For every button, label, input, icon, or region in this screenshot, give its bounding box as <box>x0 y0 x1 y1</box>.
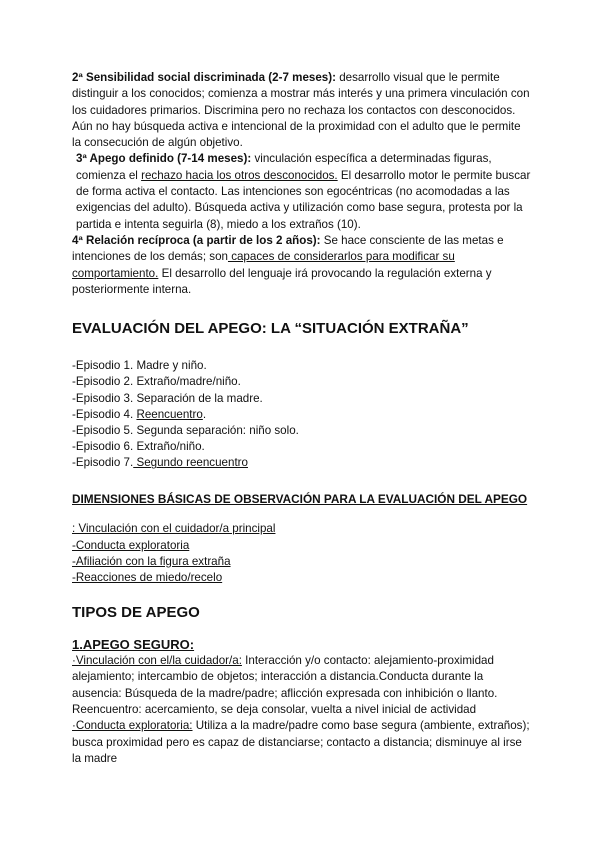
episode-item <box>72 407 532 423</box>
stage-3-underlined: rechazo hacia los otros desconocidos. <box>141 168 338 182</box>
stage-2-heading: 2ª Sensibilidad social discriminada (2-7 meses): <box>72 71 336 84</box>
dimension-item: -Afiliación con la figura extraña <box>72 554 231 568</box>
dimensions-list <box>72 521 532 586</box>
episode-list <box>72 358 532 471</box>
secure-attachment-heading: 1.APEGO SEGURO: <box>72 637 195 653</box>
episode-7-underlined: Segundo reencuentro <box>133 456 248 470</box>
episode-item: -Episodio 5. Segunda separación: niño solo. <box>72 423 299 437</box>
episode-7-prefix: -Episodio 7. <box>72 456 134 470</box>
exploratory-paragraph <box>72 718 532 767</box>
episode-item: -Episodio 2. Extraño/madre/niño. <box>72 375 241 389</box>
bonding-label: ·Vinculación con el/la cuidador/a: <box>72 654 242 668</box>
episode-item: -Episodio 6. Extraño/niño. <box>72 440 205 454</box>
dimension-item: : Vinculación con el cuidador/a principal <box>72 522 276 536</box>
episode-4-suffix: . <box>202 407 207 421</box>
stage-4-text-b: El desarrollo del lenguaje irá provocando la regulación externa y posteriormente interna. <box>72 266 492 296</box>
exploratory-text: Utiliza a la madre/padre como base segura (ambiente, extraños); busca proximidad pero es capaz de distanciarse; contacto a distancia; disminuye al irse la madre <box>72 719 530 765</box>
dimension-item: -Conducta exploratoria <box>72 538 190 552</box>
stage-3-text-a: vinculación específica a determinadas figuras, comienza el <box>76 152 492 182</box>
bonding-text: Interacción y/o contacto: alejamiento-proximidad alejamiento; intercambio de objetos; interacción a distancia.Conducta durante la ausencia: Búsqueda de la madre/padre; aflicción expresada con inhibición o llanto. Reencuentro: acercamiento, se deja consolar, vuelta a nivel inicial de actividad <box>72 654 498 717</box>
episode-item: -Episodio 3. Separación de la madre. <box>72 391 263 405</box>
stage-3-heading: 3ª Apego definido (7-14 meses): <box>76 152 252 166</box>
stage-3-text-b: El desarrollo motor le permite buscar de forma activa el contacto. Las intenciones son egocéntricas (no acomodadas a las exigencias del adulto). Búsqueda activa y utilización como base segura, protesta por la partida e intenta seguirla (8), miedo a los extraños (10). <box>76 168 531 231</box>
stage-4-paragraph <box>72 233 532 298</box>
stage-2-text: desarrollo visual que le permite distinguir a los conocidos; comienza a mostrar más interés y una primera vinculación con los cuidadores primarios. Discrimina pero no rechaza los contactos con desconocidos. Aún no hay búsqueda activa e intencional de la proximidad con el adulto que le permite la consecución de algún objetivo. <box>72 71 530 150</box>
stage-2-paragraph <box>72 70 532 151</box>
episode-item <box>72 455 532 471</box>
stage-4-text-a: Se hace consciente de las metas e intenciones de los demás; son <box>72 233 504 264</box>
evaluation-heading: EVALUACIÓN DEL APEGO: LA “SITUACIÓN EXTRAÑA” <box>72 320 469 338</box>
episode-4-underlined: Reencuentro <box>136 407 203 421</box>
episode-item: -Episodio 1. Madre y niño. <box>72 359 207 373</box>
dimension-item: -Reacciones de miedo/recelo <box>72 570 223 584</box>
stage-3-paragraph <box>72 151 532 232</box>
episode-4-prefix: -Episodio 4. <box>72 407 137 421</box>
exploratory-label: ·Conducta exploratoria: <box>72 719 193 733</box>
attachment-types-heading: TIPOS DE APEGO <box>72 604 200 622</box>
dimensions-heading: DIMENSIONES BÁSICAS DE OBSERVACIÓN PARA LA EVALUACIÓN DEL APEGO <box>72 491 528 506</box>
document-page <box>72 70 532 767</box>
stage-4-heading: 4ª Relación recíproca (a partir de los 2 años): <box>72 233 321 247</box>
bonding-paragraph <box>72 653 532 718</box>
stage-4-underlined: capaces de considerarlos para modificar su comportamiento. <box>72 250 455 280</box>
